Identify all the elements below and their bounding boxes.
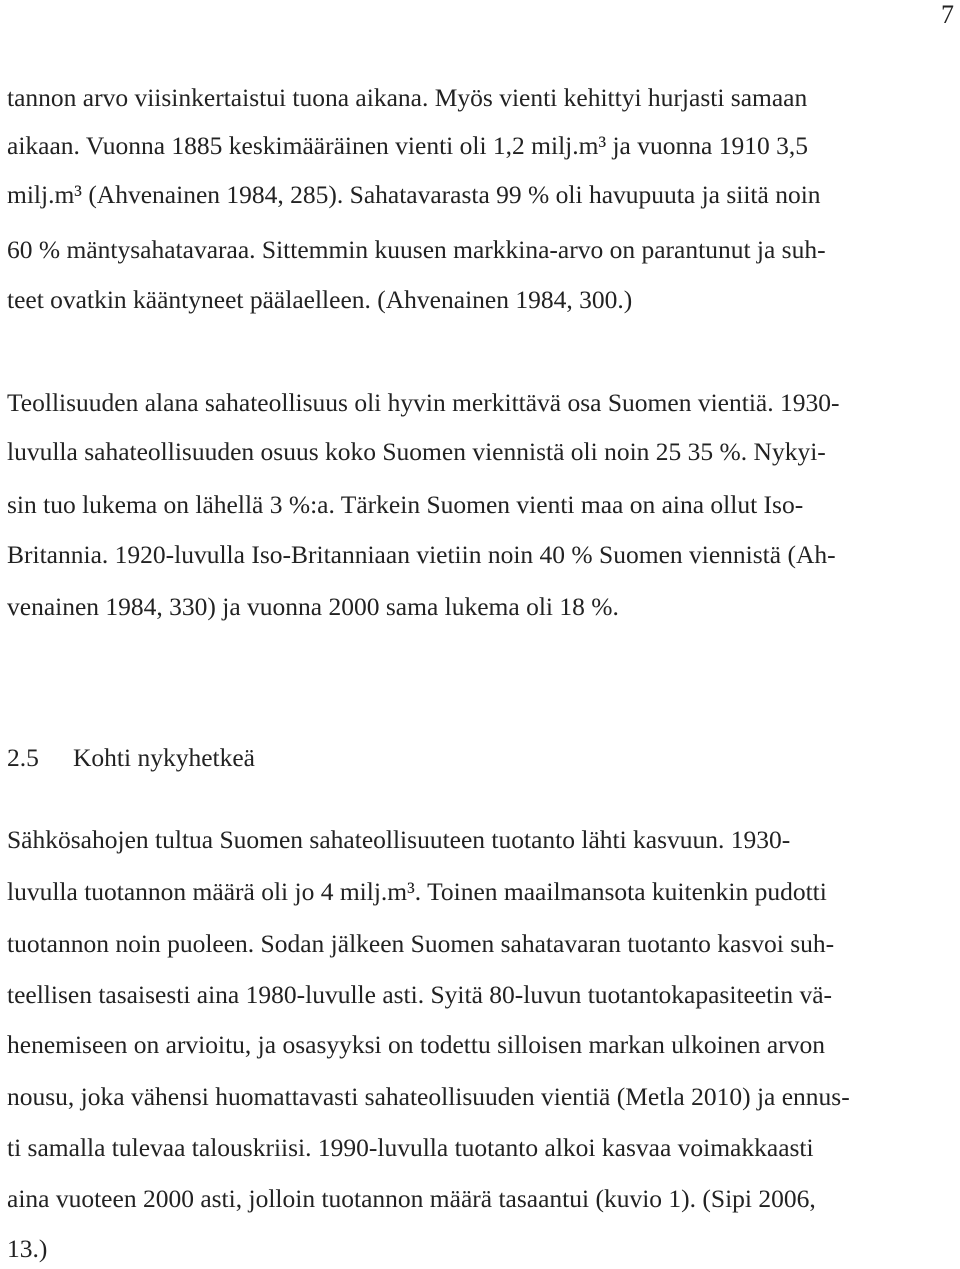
text-line: teet ovatkin kääntyneet päälaelleen. (Ahvenainen 1984, 300.) <box>7 285 633 314</box>
text-line: 60 % mäntysahatavaraa. Sittemmin kuusen markkina-arvo on parantunut ja suh- <box>7 235 826 264</box>
text-line: 13.) <box>7 1234 48 1263</box>
text-line: aina vuoteen 2000 asti, jolloin tuotannon määrä tasaantui (kuvio 1). (Sipi 2006, <box>7 1184 816 1213</box>
text-line: nousu, joka vähensi huomattavasti sahateollisuuden vientiä (Metla 2010) ja ennus- <box>7 1082 850 1111</box>
text-line: Teollisuuden alana sahateollisuus oli hyvin merkittävä osa Suomen vientiä. 1930- <box>7 388 840 417</box>
text-line: tuotannon noin puoleen. Sodan jälkeen Suomen sahatavaran tuotanto kasvoi suh- <box>7 929 835 958</box>
section-heading <box>7 743 255 773</box>
text-line: luvulla tuotannon määrä oli jo 4 milj.m³. Toinen maailmansota kuitenkin pudotti <box>7 877 827 906</box>
text-line: luvulla sahateollisuuden osuus koko Suomen viennistä oli noin 25 35 %. Nykyi- <box>7 437 826 466</box>
text-line: teellisen tasaisesti aina 1980-luvulle asti. Syitä 80-luvun tuotantokapasiteetin vä- <box>7 980 833 1009</box>
text-line: tannon arvo viisinkertaistui tuona aikana. Myös vienti kehittyi hurjasti samaan <box>7 83 808 112</box>
section-title: Kohti nykyhetkeä <box>73 743 255 772</box>
text-line: venainen 1984, 330) ja vuonna 2000 sama lukema oli 18 %. <box>7 592 619 621</box>
text-line: ti samalla tulevaa talouskriisi. 1990-luvulla tuotanto alkoi kasvaa voimakkaasti <box>7 1133 814 1162</box>
text-line: sin tuo lukema on lähellä 3 %:a. Tärkein Suomen vienti maa on aina ollut Iso- <box>7 490 804 519</box>
text-line: milj.m³ (Ahvenainen 1984, 285). Sahatavarasta 99 % oli havupuuta ja siitä noin <box>7 180 821 209</box>
text-line: henemiseen on arvioitu, ja osasyyksi on todettu silloisen markan ulkoinen arvon <box>7 1030 825 1059</box>
page-number: 7 <box>941 0 954 29</box>
text-line: Britannia. 1920-luvulla Iso-Britanniaan vietiin noin 40 % Suomen viennistä (Ah- <box>7 540 836 569</box>
section-number: 2.5 <box>7 743 39 772</box>
text-line: Sähkösahojen tultua Suomen sahateollisuuteen tuotanto lähti kasvuun. 1930- <box>7 825 791 854</box>
text-line: aikaan. Vuonna 1885 keskimääräinen vienti oli 1,2 milj.m³ ja vuonna 1910 3,5 <box>7 131 808 160</box>
